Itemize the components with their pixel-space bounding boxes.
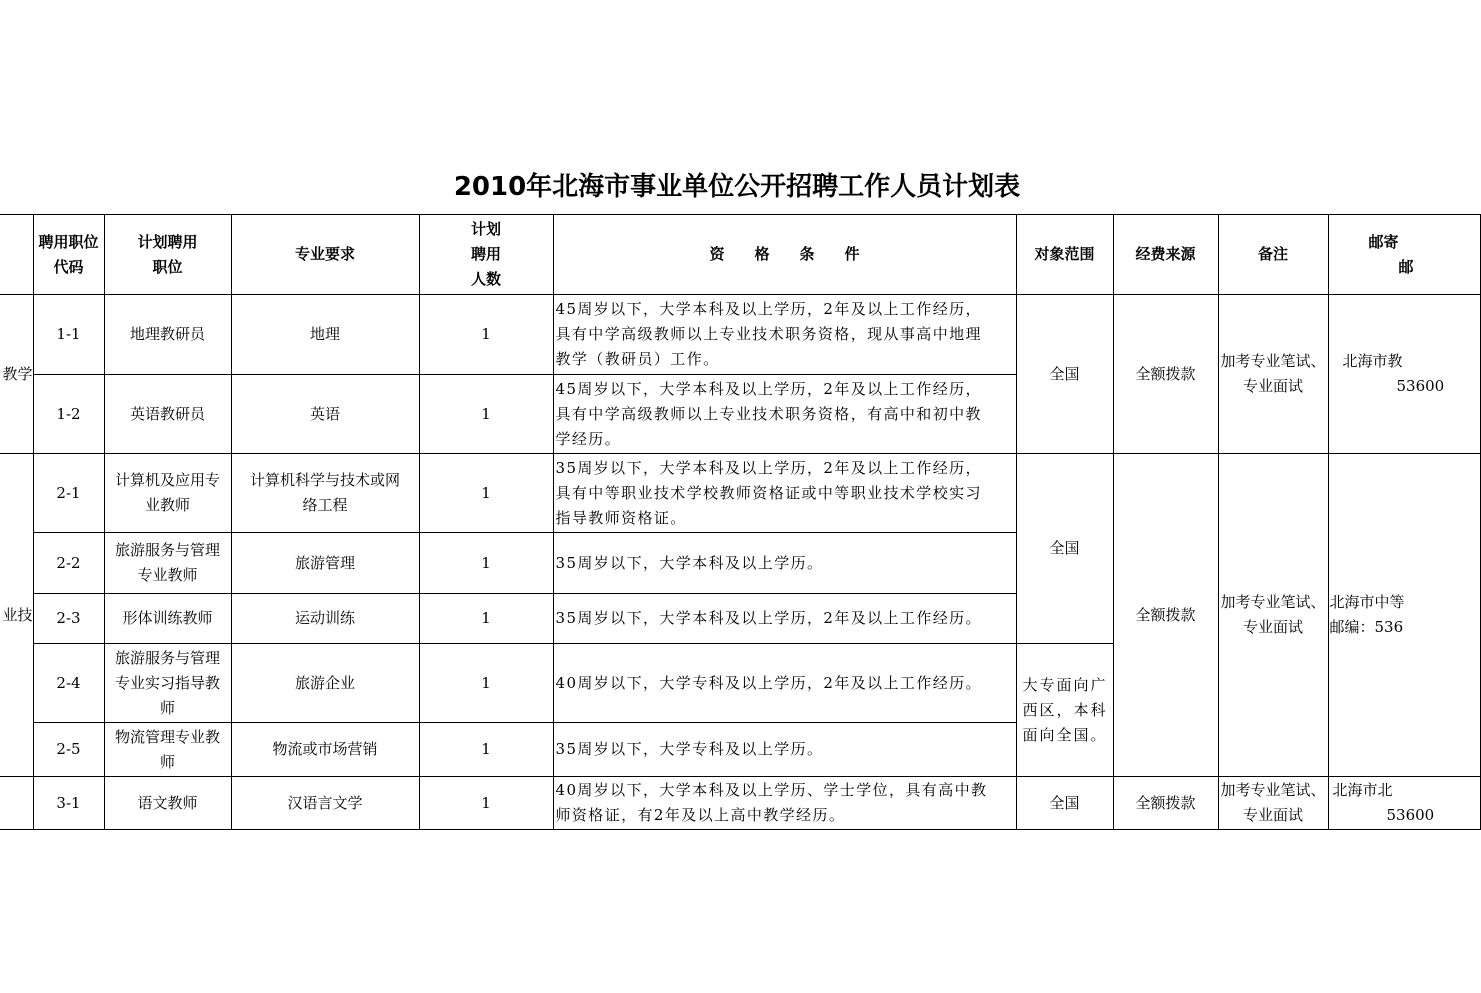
header-note: 备注 (1218, 215, 1328, 295)
header-qualification: 资 格 条 件 (553, 215, 1016, 295)
count-cell: 1 (419, 777, 553, 830)
major-cell: 旅游管理 (231, 533, 419, 594)
qualification-cell: 35周岁以下，大学专科及以上学历。 (553, 723, 1016, 777)
code-cell: 2-4 (33, 644, 104, 723)
qualification-cell: 40周岁以下，大学专科及以上学历，2年及以上工作经历。 (553, 644, 1016, 723)
position-cell: 英语教研员 (104, 375, 231, 454)
code-cell: 1-1 (33, 295, 104, 375)
funding-cell: 全额拨款 (1113, 454, 1218, 777)
qualification-cell: 45周岁以下，大学本科及以上学历，2年及以上工作经历， 具有中学高级教师以上专业技术职务资格，有高中和初中教 学经历。 (553, 375, 1016, 454)
code-cell: 2-5 (33, 723, 104, 777)
position-cell: 旅游服务与管理 专业教师 (104, 533, 231, 594)
header-position: 计划聘用 职位 (104, 215, 231, 295)
count-cell: 1 (419, 644, 553, 723)
count-cell: 1 (419, 375, 553, 454)
unit-cell: 业技 (0, 454, 33, 777)
header-code: 聘用职位 代码 (33, 215, 104, 295)
contact-cell: 北海市教 53600 (1328, 295, 1480, 454)
major-cell: 地理 (231, 295, 419, 375)
funding-cell: 全额拨款 (1113, 777, 1218, 830)
qualification-cell: 35周岁以下，大学本科及以上学历，2年及以上工作经历。 (553, 594, 1016, 644)
note-cell: 加考专业笔试、 专业面试 (1218, 295, 1328, 454)
table-row (0, 777, 1480, 830)
count-cell: 1 (419, 295, 553, 375)
major-cell: 运动训练 (231, 594, 419, 644)
scope-cell: 全国 (1016, 777, 1113, 830)
page-title: 2010年北海市事业单位公开招聘工作人员计划表 (453, 172, 1021, 202)
count-cell: 1 (419, 454, 553, 533)
header-major: 专业要求 (231, 215, 419, 295)
count-cell: 1 (419, 723, 553, 777)
position-cell: 语文教师 (104, 777, 231, 830)
qualification-cell: 35周岁以下，大学本科及以上学历，2年及以上工作经历， 具有中等职业技术学校教师资格证或中等职业技术学校实习 指导教师资格证。 (553, 454, 1016, 533)
code-cell: 2-3 (33, 594, 104, 644)
table-row (0, 454, 1480, 533)
qualification-cell: 35周岁以下，大学本科及以上学历。 (553, 533, 1016, 594)
table-row (0, 295, 1480, 375)
major-cell: 旅游企业 (231, 644, 419, 723)
header-funding: 经费来源 (1113, 215, 1218, 295)
unit-cell (0, 777, 33, 830)
code-cell: 3-1 (33, 777, 104, 830)
position-cell: 计算机及应用专 业教师 (104, 454, 231, 533)
count-cell: 1 (419, 533, 553, 594)
qualification-cell: 45周岁以下，大学本科及以上学历，2年及以上工作经历， 具有中学高级教师以上专业技术职务资格，现从事高中地理 教学（教研员）工作。 (553, 295, 1016, 375)
code-cell: 2-2 (33, 533, 104, 594)
major-cell: 物流或市场营销 (231, 723, 419, 777)
header-scope: 对象范围 (1016, 215, 1113, 295)
recruitment-table (0, 214, 1481, 830)
major-cell: 汉语言文学 (231, 777, 419, 830)
code-cell: 2-1 (33, 454, 104, 533)
funding-cell: 全额拨款 (1113, 295, 1218, 454)
scope-cell: 全国 (1016, 454, 1113, 644)
scope-cell: 全国 (1016, 295, 1113, 454)
position-cell: 地理教研员 (104, 295, 231, 375)
scope-cell: 大专面向广 西区，本科 面向全国。 (1016, 644, 1113, 777)
note-cell: 加考专业笔试、 专业面试 (1218, 454, 1328, 777)
header-unit (0, 215, 33, 295)
major-cell: 计算机科学与技术或网 络工程 (231, 454, 419, 533)
header-contact: 邮寄 邮 (1328, 215, 1480, 295)
recruitment-table-wrapper (0, 214, 1445, 830)
qualification-cell: 40周岁以下，大学本科及以上学历、学士学位，具有高中教 师资格证，有2年及以上高中教学经历。 (553, 777, 1016, 830)
unit-cell: 教学 (0, 295, 33, 454)
code-cell: 1-2 (33, 375, 104, 454)
contact-cell: 北海市中等 邮编：536 (1328, 454, 1480, 777)
contact-cell: 北海市北 53600 (1328, 777, 1480, 830)
count-cell: 1 (419, 594, 553, 644)
major-cell: 英语 (231, 375, 419, 454)
position-cell: 旅游服务与管理 专业实习指导教 师 (104, 644, 231, 723)
header-count: 计划 聘用 人数 (419, 215, 553, 295)
position-cell: 物流管理专业教 师 (104, 723, 231, 777)
header-row (0, 215, 1480, 295)
position-cell: 形体训练教师 (104, 594, 231, 644)
note-cell: 加考专业笔试、 专业面试 (1218, 777, 1328, 830)
